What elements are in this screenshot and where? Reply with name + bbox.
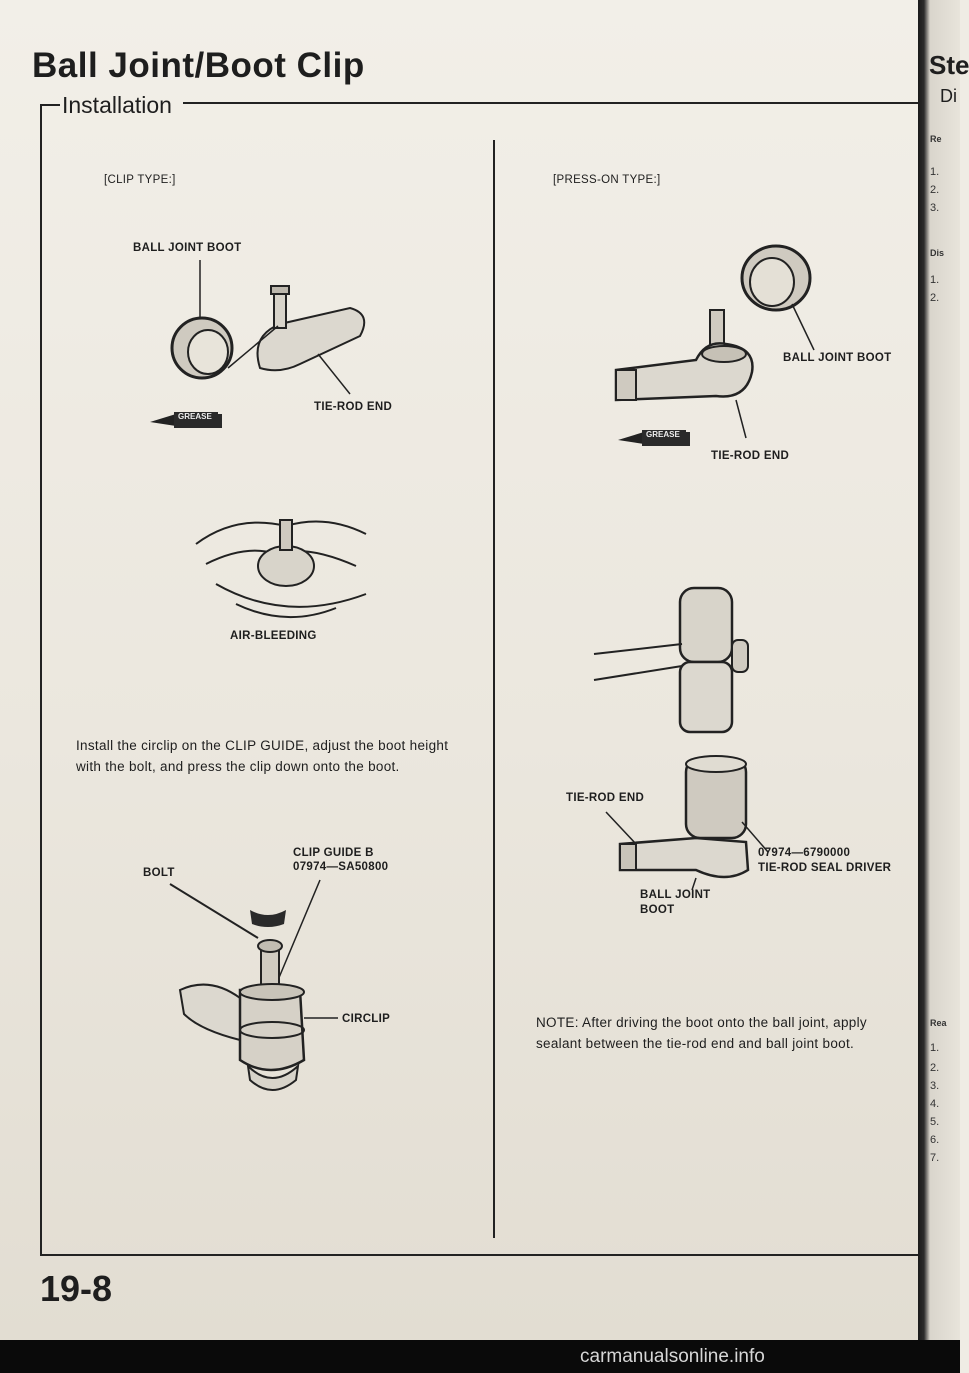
bottom-band: [0, 1340, 960, 1373]
adjacent-item: 3.: [930, 1080, 940, 1092]
press-grease-label: GREASE: [646, 430, 680, 439]
adjacent-item: 1.: [930, 166, 940, 178]
adjacent-item: 6.: [930, 1134, 940, 1146]
seal-driver-illustration: [596, 752, 776, 902]
watermark: carmanualsonline.info: [580, 1346, 765, 1367]
section-title: Installation: [62, 92, 172, 118]
adjacent-item: Dis: [930, 248, 945, 258]
adjacent-item: Re: [930, 134, 942, 144]
press-on-note: NOTE: After driving the boot onto the ball joint, apply sealant between the tie-rod end and ball joint boot.: [536, 1015, 867, 1051]
column-divider: [493, 140, 495, 1238]
frame-bottom-rule: [40, 1254, 918, 1256]
clip-guide-illustration: [140, 880, 380, 1120]
clip-type-instruction: Install the circlip on the CLIP GUIDE, adjust the boot height with the bolt, and press the clip down onto the boot.: [76, 738, 449, 774]
clip-type-heading: [CLIP TYPE:]: [104, 174, 176, 186]
adjacent-item: 1.: [930, 274, 940, 286]
adjacent-item: 7.: [930, 1152, 940, 1164]
press-tool-illustration: [586, 580, 766, 740]
label-press-tie-rod-end-2: TIE-ROD END: [566, 792, 645, 804]
label-tie-rod-end: TIE-ROD END: [314, 401, 393, 413]
adjacent-item: 2.: [930, 184, 940, 196]
label-bolt: BOLT: [143, 867, 175, 879]
label-press-tie-rod-end: TIE-ROD END: [711, 450, 790, 462]
frame-top-rule: [183, 102, 918, 104]
adjacent-item: 1.: [930, 1042, 940, 1054]
press-on-boot-illustration: [596, 240, 856, 440]
label-ball-joint-line1: BALL JOINT: [640, 889, 711, 901]
air-bleeding-illustration: [176, 504, 386, 624]
ball-joint-boot-illustration: [150, 256, 393, 416]
adjacent-item: 2.: [930, 292, 940, 304]
adjacent-item: 2.: [930, 1062, 940, 1074]
adjacent-item: 4.: [930, 1098, 940, 1110]
label-tool-number: 07974—6790000: [758, 847, 851, 859]
press-on-type-heading: [PRESS-ON TYPE:]: [553, 174, 661, 186]
frame-top-rule-left: [40, 104, 60, 106]
grease-label: GREASE: [178, 412, 212, 421]
frame-left-rule: [40, 104, 42, 1256]
adjacent-item: 3.: [930, 202, 940, 214]
adjacent-item: Rea: [930, 1018, 947, 1028]
page-title: Ball Joint/Boot Clip: [32, 46, 365, 85]
label-tool-name: TIE-ROD SEAL DRIVER: [758, 862, 892, 874]
label-press-ball-joint-boot: BALL JOINT BOOT: [783, 352, 892, 364]
label-ball-joint-line2: BOOT: [640, 904, 675, 916]
adjacent-title-fragment: Ste: [929, 50, 969, 80]
page-number: 19-8: [40, 1268, 113, 1309]
label-clip-guide-line2: 07974—SA50800: [293, 861, 389, 873]
adjacent-section-fragment: Di: [940, 86, 957, 106]
adjacent-item: 5.: [930, 1116, 940, 1128]
label-circlip: CIRCLIP: [342, 1013, 391, 1025]
label-clip-guide-line1: CLIP GUIDE B: [293, 847, 374, 859]
label-air-bleeding: AIR-BLEEDING: [230, 630, 317, 642]
label-ball-joint-boot: BALL JOINT BOOT: [133, 242, 242, 254]
